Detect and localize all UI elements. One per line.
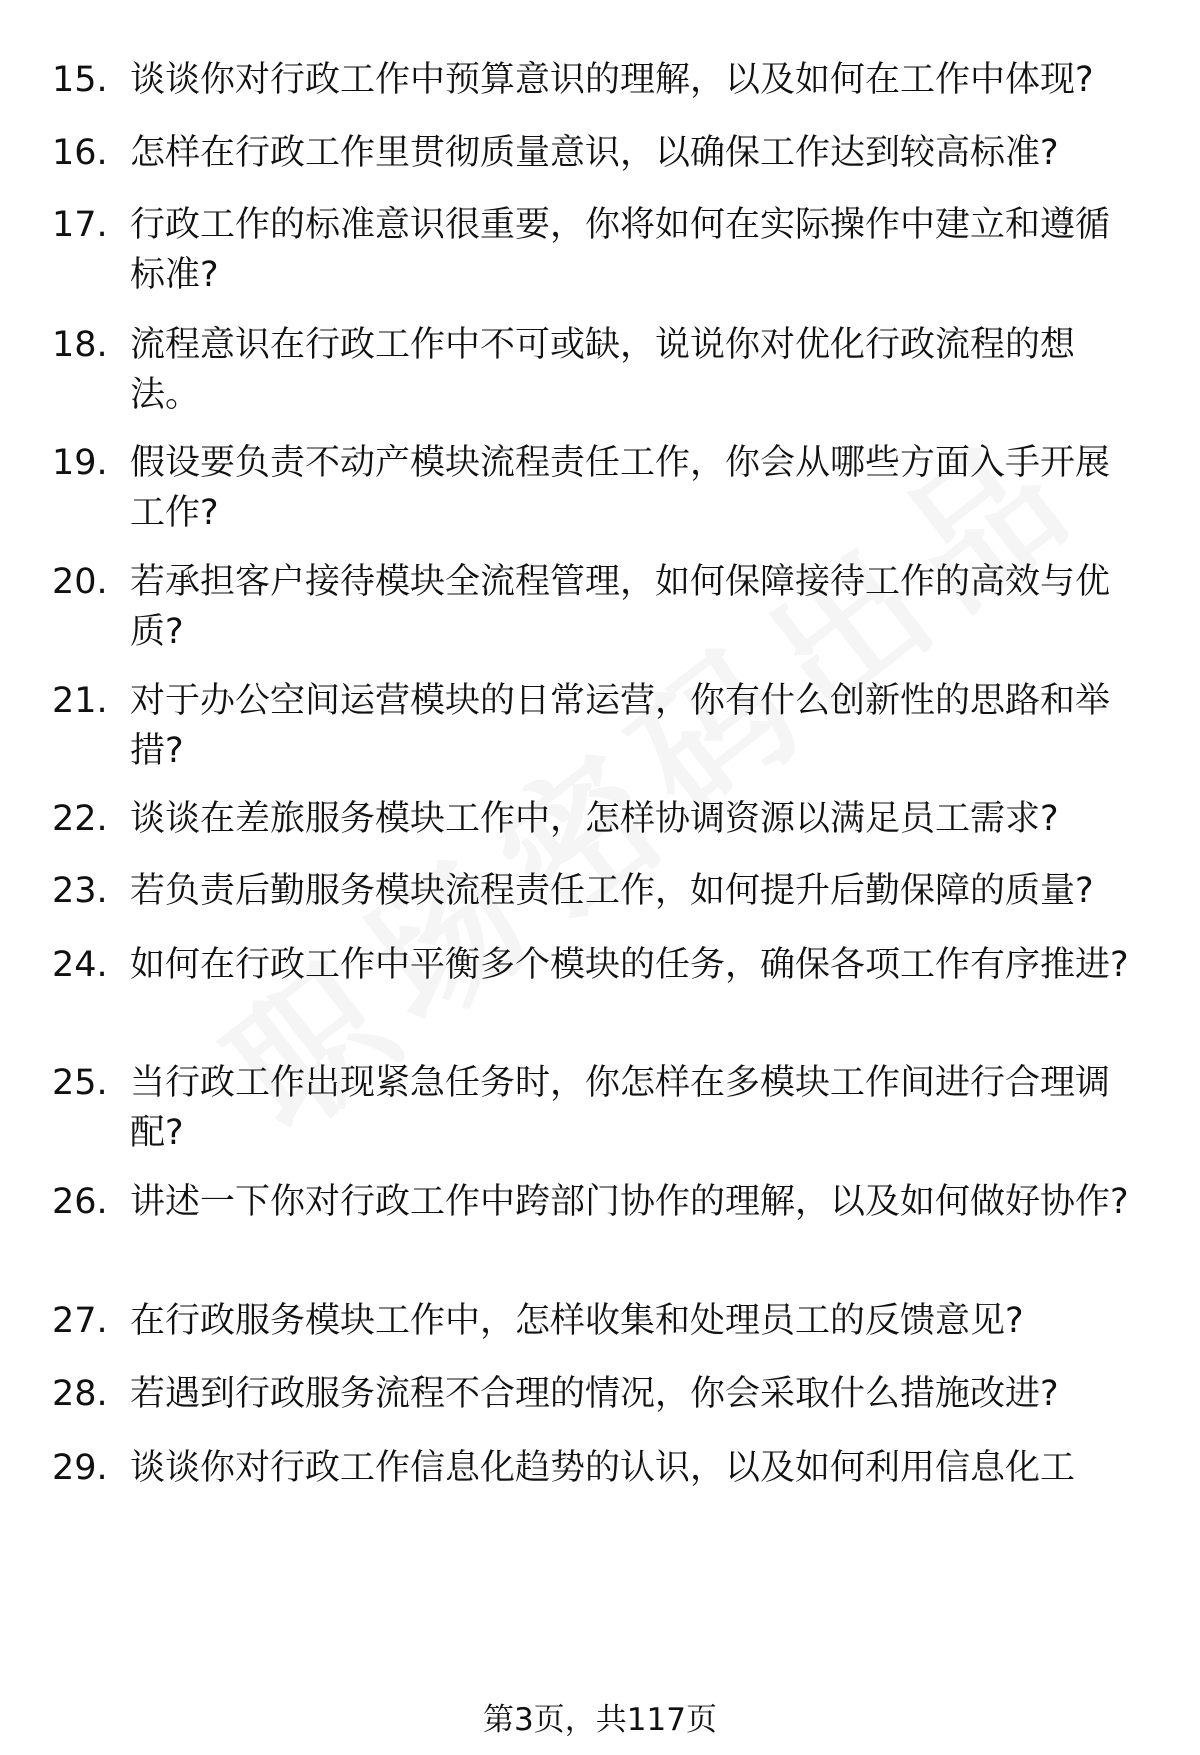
question-text: 流程意识在行政工作中不可或缺，说说你对优化行政流程的想法。 — [130, 325, 1076, 415]
question-number: 28. — [52, 1374, 108, 1414]
question-text: 当行政工作出现紧急任务时，你怎样在多模块工作间进行合理调配? — [130, 1063, 1111, 1153]
question-number: 25. — [52, 1063, 108, 1103]
question-number: 15. — [52, 60, 108, 100]
question-text: 若承担客户接待模块全流程管理，如何保障接待工作的高效与优质? — [130, 562, 1111, 652]
question-text: 谈谈在差旅服务模块工作中，怎样协调资源以满足员工需求? — [130, 799, 1059, 839]
question-number: 18. — [52, 325, 108, 365]
question-number: 17. — [52, 205, 108, 245]
question-number: 27. — [52, 1301, 108, 1341]
question-text: 若遇到行政服务流程不合理的情况，你会采取什么措施改进? — [130, 1374, 1059, 1414]
question-number: 22. — [52, 799, 108, 839]
question-number: 23. — [52, 871, 108, 911]
question-text: 怎样在行政工作里贯彻质量意识，以确保工作达到较高标准? — [130, 133, 1059, 173]
page-footer: 第3页，共117页 — [483, 1702, 717, 1738]
question-number: 16. — [52, 133, 108, 173]
question-text: 行政工作的标准意识很重要，你将如何在实际操作中建立和遵循标准? — [130, 205, 1111, 295]
question-number: 29. — [52, 1448, 108, 1488]
question-text: 假设要负责不动产模块流程责任工作，你会从哪些方面入手开展工作? — [130, 443, 1111, 533]
question-number: 26. — [52, 1182, 108, 1222]
question-text: 谈谈你对行政工作中预算意识的理解，以及如何在工作中体现? — [130, 60, 1094, 100]
question-number: 24. — [52, 945, 108, 985]
question-text: 在行政服务模块工作中，怎样收集和处理员工的反馈意见? — [130, 1301, 1024, 1341]
question-number: 21. — [52, 681, 108, 721]
question-text: 如何在行政工作中平衡多个模块的任务，确保各项工作有序推进? — [130, 945, 1129, 985]
question-number: 19. — [52, 443, 108, 483]
question-number: 20. — [52, 562, 108, 602]
question-text: 对于办公空间运营模块的日常运营，你有什么创新性的思路和举措? — [130, 681, 1111, 771]
question-text: 若负责后勤服务模块流程责任工作，如何提升后勤保障的质量? — [130, 871, 1094, 911]
question-text: 讲述一下你对行政工作中跨部门协作的理解，以及如何做好协作? — [130, 1182, 1129, 1222]
question-text: 谈谈你对行政工作信息化趋势的认识，以及如何利用信息化工 — [130, 1448, 1076, 1488]
